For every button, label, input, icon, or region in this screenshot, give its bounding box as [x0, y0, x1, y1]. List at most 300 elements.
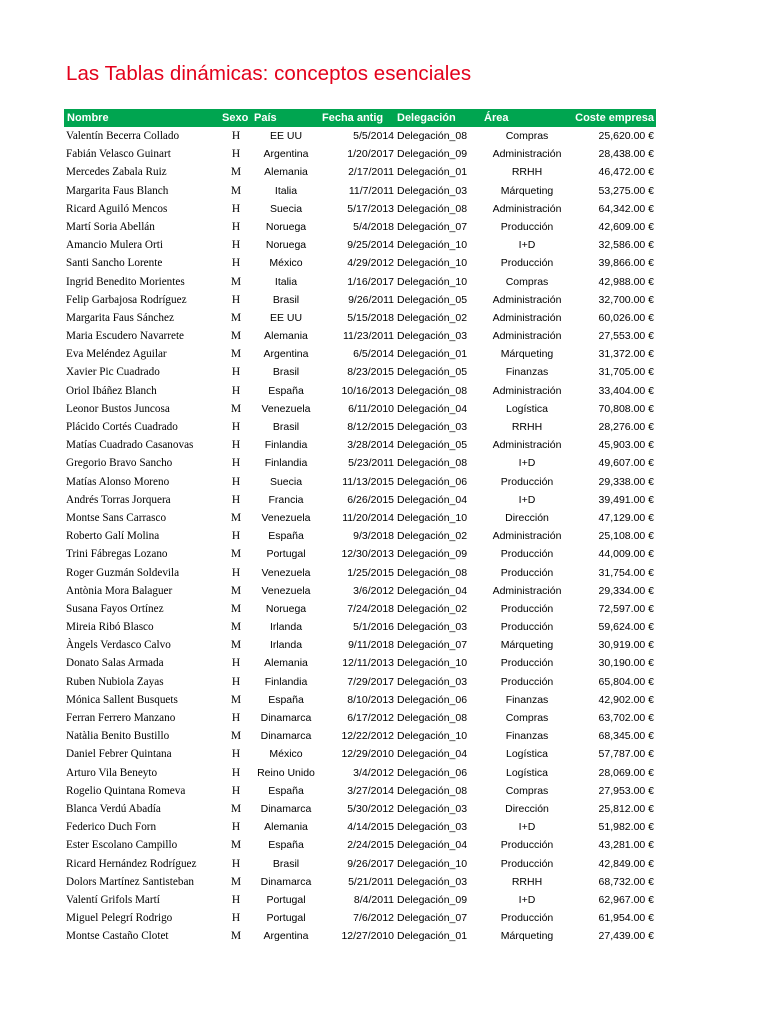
cell-fecha[interactable]: 4/14/2015: [347, 821, 394, 834]
cell-fecha[interactable]: 6/11/2010: [348, 402, 394, 415]
cell-area[interactable]: Compras: [505, 712, 549, 724]
cell-delegacion[interactable]: Delegación_01: [397, 930, 468, 943]
cell-delegacion[interactable]: Delegación_03: [397, 421, 468, 433]
cell-area[interactable]: RRHH: [511, 421, 543, 433]
cell-area[interactable]: Administración: [492, 202, 562, 215]
cell-area[interactable]: I+D: [518, 893, 536, 906]
cell-delegacion[interactable]: Delegación_01: [397, 166, 468, 179]
cell-nombre[interactable]: Federico Duch Forn: [66, 821, 157, 834]
cell-area[interactable]: Finanzas: [505, 730, 549, 743]
cell-coste[interactable]: 32,586.00 €: [598, 239, 654, 252]
cell-delegacion[interactable]: Delegación_08: [397, 457, 468, 470]
cell-delegacion[interactable]: Delegación_05: [397, 366, 468, 379]
cell-fecha[interactable]: 3/27/2014: [347, 784, 394, 797]
cell-coste[interactable]: 43,281.00 €: [598, 839, 654, 852]
cell-nombre[interactable]: Àngels Verdasco Calvo: [66, 639, 171, 652]
cell-coste[interactable]: 31,754.00 €: [598, 566, 654, 579]
cell-nombre[interactable]: Montse Castaño Clotet: [66, 930, 169, 943]
cell-delegacion[interactable]: Delegación_04: [397, 748, 468, 761]
column-header-coste[interactable]: Coste empresa: [575, 112, 654, 124]
cell-fecha[interactable]: 5/23/2011: [348, 457, 394, 470]
cell-area[interactable]: Compras: [505, 784, 549, 797]
cell-fecha[interactable]: 12/30/2013: [341, 548, 394, 561]
cell-fecha[interactable]: 5/15/2018: [347, 311, 394, 324]
cell-delegacion[interactable]: Delegación_07: [397, 639, 468, 652]
cell-delegacion[interactable]: Delegación_08: [397, 384, 468, 397]
cell-fecha[interactable]: 7/29/2017: [347, 675, 394, 688]
cell-fecha[interactable]: 12/11/2013: [342, 657, 394, 670]
cell-coste[interactable]: 42,988.00 €: [598, 275, 654, 288]
cell-pais[interactable]: Venezuela: [261, 584, 311, 597]
cell-pais[interactable]: Italia: [274, 275, 298, 288]
cell-sexo[interactable]: M: [230, 693, 242, 706]
cell-sexo[interactable]: M: [230, 402, 242, 415]
cell-fecha[interactable]: 5/17/2013: [347, 202, 394, 215]
cell-area[interactable]: Administración: [492, 384, 562, 397]
cell-coste[interactable]: 64,342.00 €: [598, 202, 654, 215]
cell-fecha[interactable]: 5/4/2018: [353, 220, 394, 233]
cell-coste[interactable]: 57,787.00 €: [598, 748, 654, 761]
cell-sexo[interactable]: H: [231, 675, 241, 688]
cell-fecha[interactable]: 2/24/2015: [347, 839, 394, 852]
cell-delegacion[interactable]: Delegación_05: [397, 439, 468, 452]
cell-fecha[interactable]: 6/26/2015: [347, 493, 394, 506]
cell-sexo[interactable]: H: [231, 712, 241, 724]
cell-delegacion[interactable]: Delegación_02: [397, 530, 468, 543]
cell-sexo[interactable]: H: [231, 257, 241, 270]
cell-fecha[interactable]: 11/13/2015: [342, 475, 394, 488]
cell-sexo[interactable]: H: [231, 766, 241, 779]
cell-nombre[interactable]: Ricard Aguiló Mencos: [66, 202, 168, 215]
cell-area[interactable]: Dirección: [505, 511, 549, 524]
cell-sexo[interactable]: M: [230, 584, 242, 597]
cell-nombre[interactable]: Matías Alonso Moreno: [66, 475, 170, 488]
cell-pais[interactable]: Noruega: [265, 239, 307, 252]
cell-fecha[interactable]: 8/10/2013: [347, 693, 394, 706]
cell-nombre[interactable]: Dolors Martínez Santisteban: [66, 875, 195, 888]
cell-nombre[interactable]: Arturo Vila Beneyto: [66, 766, 158, 779]
cell-area[interactable]: Logística: [505, 748, 549, 761]
cell-coste[interactable]: 31,705.00 €: [598, 366, 654, 379]
cell-nombre[interactable]: Mercedes Zabala Ruiz: [66, 166, 167, 179]
cell-fecha[interactable]: 8/4/2011: [353, 893, 394, 906]
cell-sexo[interactable]: M: [230, 930, 242, 943]
cell-delegacion[interactable]: Delegación_08: [397, 130, 468, 142]
cell-area[interactable]: Administración: [492, 293, 562, 306]
cell-sexo[interactable]: H: [231, 202, 241, 215]
cell-pais[interactable]: España: [268, 784, 304, 797]
cell-pais[interactable]: Alemania: [264, 166, 308, 179]
cell-fecha[interactable]: 1/20/2017: [347, 148, 394, 161]
cell-delegacion[interactable]: Delegación_03: [397, 875, 468, 888]
cell-pais[interactable]: España: [268, 530, 304, 543]
cell-pais[interactable]: Italia: [274, 184, 298, 197]
cell-nombre[interactable]: Rogelio Quintana Romeva: [66, 784, 186, 797]
cell-fecha[interactable]: 3/4/2012: [353, 766, 394, 779]
cell-pais[interactable]: Portugal: [266, 548, 306, 561]
cell-fecha[interactable]: 5/30/2012: [347, 802, 394, 815]
cell-nombre[interactable]: Andrés Torras Jorquera: [66, 493, 171, 506]
cell-delegacion[interactable]: Delegación_07: [397, 912, 468, 925]
cell-area[interactable]: Márqueting: [500, 930, 554, 943]
cell-delegacion[interactable]: Delegación_10: [397, 730, 468, 743]
cell-nombre[interactable]: Margarita Faus Blanch: [66, 184, 169, 197]
cell-sexo[interactable]: H: [231, 439, 241, 452]
cell-sexo[interactable]: M: [230, 602, 242, 615]
cell-area[interactable]: Producción: [500, 220, 554, 233]
cell-fecha[interactable]: 9/3/2018: [353, 530, 394, 543]
cell-nombre[interactable]: Antònia Mora Balaguer: [66, 584, 173, 597]
cell-sexo[interactable]: H: [231, 475, 241, 488]
cell-nombre[interactable]: Susana Fayos Ortínez: [66, 602, 164, 615]
cell-pais[interactable]: Dinamarca: [260, 712, 312, 724]
cell-nombre[interactable]: Fabián Velasco Guinart: [66, 148, 171, 161]
cell-nombre[interactable]: Roberto Galí Molina: [66, 530, 160, 543]
cell-nombre[interactable]: Gregorio Bravo Sancho: [66, 457, 173, 470]
cell-sexo[interactable]: H: [231, 893, 241, 906]
cell-area[interactable]: Producción: [500, 839, 554, 852]
cell-pais[interactable]: México: [269, 748, 303, 761]
cell-fecha[interactable]: 12/27/2010: [341, 930, 394, 943]
cell-area[interactable]: RRHH: [511, 875, 543, 888]
cell-area[interactable]: Logística: [505, 766, 549, 779]
cell-nombre[interactable]: Felip Garbajosa Rodríguez: [66, 293, 187, 306]
cell-sexo[interactable]: H: [231, 912, 241, 925]
cell-area[interactable]: Dirección: [505, 802, 549, 815]
column-header-fecha[interactable]: Fecha antig: [322, 112, 384, 124]
cell-area[interactable]: Producción: [500, 912, 554, 925]
cell-nombre[interactable]: Ricard Hernández Rodríguez: [66, 857, 197, 870]
cell-fecha[interactable]: 12/29/2010: [341, 748, 394, 761]
cell-fecha[interactable]: 11/23/2011: [343, 330, 394, 343]
cell-delegacion[interactable]: Delegación_02: [397, 602, 468, 615]
cell-delegacion[interactable]: Delegación_10: [397, 257, 468, 270]
cell-area[interactable]: Administración: [492, 330, 562, 343]
cell-pais[interactable]: Finlandia: [264, 457, 308, 470]
cell-fecha[interactable]: 11/20/2014: [342, 511, 394, 524]
cell-nombre[interactable]: Valentín Becerra Collado: [66, 130, 180, 142]
cell-sexo[interactable]: M: [230, 639, 242, 652]
cell-nombre[interactable]: Natàlia Benito Bustillo: [66, 730, 170, 743]
cell-sexo[interactable]: H: [231, 384, 241, 397]
cell-delegacion[interactable]: Delegación_08: [397, 202, 468, 215]
cell-nombre[interactable]: Amancio Mulera Orti: [66, 239, 163, 252]
cell-area[interactable]: I+D: [518, 493, 536, 506]
cell-delegacion[interactable]: Delegación_05: [397, 293, 468, 306]
cell-coste[interactable]: 28,276.00 €: [598, 421, 654, 433]
cell-nombre[interactable]: Ferran Ferrero Manzano: [66, 712, 176, 724]
cell-delegacion[interactable]: Delegación_03: [397, 821, 468, 834]
cell-nombre[interactable]: Leonor Bustos Juncosa: [66, 402, 170, 415]
cell-nombre[interactable]: Santi Sancho Lorente: [66, 257, 163, 270]
cell-area[interactable]: Producción: [500, 257, 554, 270]
cell-area[interactable]: Administración: [492, 439, 562, 452]
cell-sexo[interactable]: H: [231, 530, 241, 543]
cell-pais[interactable]: Irlanda: [269, 621, 303, 634]
cell-coste[interactable]: 49,607.00 €: [598, 457, 654, 470]
cell-pais[interactable]: Dinamarca: [260, 875, 312, 888]
cell-area[interactable]: Logística: [505, 402, 549, 415]
cell-pais[interactable]: Alemania: [264, 821, 308, 834]
cell-coste[interactable]: 28,069.00 €: [598, 766, 654, 779]
cell-sexo[interactable]: H: [231, 293, 241, 306]
column-header-pais[interactable]: País: [254, 112, 277, 124]
cell-coste[interactable]: 44,009.00 €: [598, 548, 654, 561]
cell-sexo[interactable]: H: [231, 857, 241, 870]
cell-sexo[interactable]: H: [231, 457, 241, 470]
cell-pais[interactable]: EE UU: [269, 311, 303, 324]
cell-coste[interactable]: 46,472.00 €: [598, 166, 654, 179]
cell-nombre[interactable]: Roger Guzmán Soldevila: [66, 566, 180, 579]
cell-sexo[interactable]: M: [230, 511, 242, 524]
cell-fecha[interactable]: 9/26/2011: [348, 293, 394, 306]
cell-pais[interactable]: Noruega: [265, 220, 307, 233]
cell-delegacion[interactable]: Delegación_07: [397, 220, 468, 233]
cell-nombre[interactable]: Miguel Pelegrí Rodrigo: [66, 912, 173, 925]
cell-coste[interactable]: 25,620.00 €: [598, 130, 654, 142]
cell-fecha[interactable]: 7/6/2012: [353, 912, 394, 925]
cell-sexo[interactable]: M: [230, 730, 242, 743]
cell-pais[interactable]: Alemania: [264, 657, 308, 670]
cell-area[interactable]: I+D: [518, 457, 536, 470]
cell-nombre[interactable]: Ingrid Benedito Morientes: [66, 275, 185, 288]
cell-nombre[interactable]: Trini Fábregas Lozano: [66, 548, 168, 561]
cell-fecha[interactable]: 7/24/2018: [347, 602, 394, 615]
cell-coste[interactable]: 53,275.00 €: [598, 184, 654, 197]
cell-sexo[interactable]: M: [230, 184, 242, 197]
cell-coste[interactable]: 29,338.00 €: [598, 475, 654, 488]
cell-nombre[interactable]: Xavier Pic Cuadrado: [66, 366, 160, 379]
cell-delegacion[interactable]: Delegación_10: [397, 511, 468, 524]
cell-pais[interactable]: Irlanda: [269, 639, 303, 652]
cell-area[interactable]: Producción: [500, 566, 554, 579]
cell-coste[interactable]: 72,597.00 €: [598, 602, 654, 615]
cell-sexo[interactable]: M: [230, 311, 242, 324]
cell-pais[interactable]: Venezuela: [261, 511, 311, 524]
cell-fecha[interactable]: 2/17/2011: [348, 166, 394, 179]
cell-area[interactable]: Producción: [500, 475, 554, 488]
cell-fecha[interactable]: 3/28/2014: [347, 439, 394, 452]
cell-nombre[interactable]: Mireia Ribó Blasco: [66, 621, 154, 634]
cell-pais[interactable]: Argentina: [263, 930, 309, 943]
cell-area[interactable]: Administración: [492, 311, 562, 324]
cell-delegacion[interactable]: Delegación_03: [397, 675, 468, 688]
cell-fecha[interactable]: 9/26/2017: [347, 857, 394, 870]
cell-sexo[interactable]: H: [231, 220, 241, 233]
cell-coste[interactable]: 42,849.00 €: [598, 857, 654, 870]
cell-sexo[interactable]: M: [230, 348, 242, 361]
cell-coste[interactable]: 29,334.00 €: [598, 584, 654, 597]
cell-fecha[interactable]: 11/7/2011: [348, 184, 394, 197]
cell-pais[interactable]: España: [268, 839, 304, 852]
cell-fecha[interactable]: 12/22/2012: [341, 730, 394, 743]
cell-coste[interactable]: 45,903.00 €: [598, 439, 654, 452]
cell-sexo[interactable]: H: [231, 239, 241, 252]
cell-pais[interactable]: Venezuela: [261, 566, 311, 579]
cell-area[interactable]: Producción: [500, 657, 554, 670]
cell-pais[interactable]: México: [269, 257, 303, 270]
cell-nombre[interactable]: Matías Cuadrado Casanovas: [66, 439, 194, 452]
cell-sexo[interactable]: H: [231, 784, 241, 797]
cell-fecha[interactable]: 8/12/2015: [347, 421, 394, 433]
cell-area[interactable]: Márqueting: [500, 184, 554, 197]
cell-delegacion[interactable]: Delegación_03: [397, 184, 468, 197]
cell-pais[interactable]: Argentina: [263, 148, 309, 161]
cell-sexo[interactable]: H: [231, 748, 241, 761]
cell-delegacion[interactable]: Delegación_09: [397, 548, 468, 561]
cell-delegacion[interactable]: Delegación_04: [397, 584, 468, 597]
cell-sexo[interactable]: H: [231, 366, 241, 379]
cell-coste[interactable]: 39,491.00 €: [598, 493, 654, 506]
cell-delegacion[interactable]: Delegación_09: [397, 893, 468, 906]
cell-nombre[interactable]: Martí Soria Abellán: [66, 220, 155, 233]
cell-delegacion[interactable]: Delegación_06: [397, 475, 468, 488]
cell-delegacion[interactable]: Delegación_08: [397, 566, 468, 579]
cell-area[interactable]: RRHH: [511, 166, 543, 179]
cell-area[interactable]: Producción: [500, 857, 554, 870]
column-header-area[interactable]: Área: [484, 112, 509, 124]
cell-coste[interactable]: 39,866.00 €: [598, 257, 654, 270]
cell-pais[interactable]: Finlandia: [264, 675, 308, 688]
cell-delegacion[interactable]: Delegación_09: [397, 148, 468, 161]
cell-pais[interactable]: Alemania: [264, 330, 308, 343]
cell-fecha[interactable]: 1/25/2015: [347, 566, 394, 579]
cell-coste[interactable]: 27,439.00 €: [598, 930, 654, 943]
cell-nombre[interactable]: Eva Meléndez Aguilar: [66, 348, 167, 361]
cell-sexo[interactable]: M: [230, 275, 242, 288]
cell-delegacion[interactable]: Delegación_08: [397, 784, 468, 797]
cell-sexo[interactable]: M: [230, 330, 242, 343]
cell-sexo[interactable]: M: [230, 621, 242, 634]
cell-fecha[interactable]: 3/6/2012: [353, 584, 394, 597]
cell-coste[interactable]: 47,129.00 €: [598, 511, 654, 524]
cell-area[interactable]: I+D: [518, 239, 536, 252]
cell-sexo[interactable]: M: [230, 839, 242, 852]
cell-fecha[interactable]: 6/17/2012: [347, 712, 394, 724]
cell-delegacion[interactable]: Delegación_03: [397, 621, 468, 634]
cell-sexo[interactable]: H: [231, 566, 241, 579]
cell-pais[interactable]: Brasil: [272, 421, 300, 433]
cell-area[interactable]: Finanzas: [505, 693, 549, 706]
cell-coste[interactable]: 70,808.00 €: [598, 402, 654, 415]
cell-coste[interactable]: 27,553.00 €: [598, 330, 654, 343]
cell-delegacion[interactable]: Delegación_04: [397, 839, 468, 852]
cell-sexo[interactable]: H: [231, 493, 241, 506]
cell-coste[interactable]: 65,804.00 €: [598, 675, 654, 688]
cell-coste[interactable]: 62,967.00 €: [598, 893, 654, 906]
cell-delegacion[interactable]: Delegación_03: [397, 802, 468, 815]
cell-area[interactable]: Compras: [505, 130, 549, 142]
column-header-delegacion[interactable]: Delegación: [397, 112, 456, 124]
cell-fecha[interactable]: 5/5/2014: [353, 130, 394, 142]
cell-delegacion[interactable]: Delegación_10: [397, 275, 468, 288]
cell-coste[interactable]: 68,345.00 €: [598, 730, 654, 743]
cell-area[interactable]: Administración: [492, 530, 562, 543]
cell-coste[interactable]: 28,438.00 €: [598, 148, 654, 161]
cell-fecha[interactable]: 10/16/2013: [341, 384, 394, 397]
cell-coste[interactable]: 33,404.00 €: [598, 384, 654, 397]
cell-fecha[interactable]: 4/29/2012: [347, 257, 394, 270]
cell-nombre[interactable]: Blanca Verdú Abadía: [66, 802, 161, 815]
cell-delegacion[interactable]: Delegación_04: [397, 402, 468, 415]
cell-nombre[interactable]: Valentí Grifols Martí: [66, 893, 160, 906]
cell-area[interactable]: Márqueting: [500, 348, 554, 361]
cell-coste[interactable]: 60,026.00 €: [598, 311, 654, 324]
cell-delegacion[interactable]: Delegación_10: [397, 857, 468, 870]
cell-delegacion[interactable]: Delegación_10: [397, 239, 468, 252]
cell-coste[interactable]: 30,190.00 €: [598, 657, 654, 670]
column-header-sexo[interactable]: Sexo: [222, 112, 249, 124]
cell-pais[interactable]: Brasil: [272, 366, 300, 379]
cell-nombre[interactable]: Montse Sans Carrasco: [66, 511, 167, 524]
column-header-nombre[interactable]: Nombre: [67, 112, 109, 124]
cell-area[interactable]: Administración: [492, 148, 562, 161]
cell-delegacion[interactable]: Delegación_01: [397, 348, 468, 361]
cell-sexo[interactable]: M: [230, 802, 242, 815]
cell-delegacion[interactable]: Delegación_04: [397, 493, 468, 506]
cell-sexo[interactable]: H: [231, 148, 241, 161]
cell-coste[interactable]: 63,702.00 €: [598, 712, 654, 724]
cell-coste[interactable]: 25,108.00 €: [598, 530, 654, 543]
cell-pais[interactable]: Venezuela: [261, 402, 311, 415]
cell-nombre[interactable]: Daniel Febrer Quintana: [66, 748, 172, 761]
cell-sexo[interactable]: H: [231, 821, 241, 834]
cell-area[interactable]: Márqueting: [500, 639, 554, 652]
cell-fecha[interactable]: 5/1/2016: [353, 621, 394, 634]
cell-sexo[interactable]: H: [231, 421, 241, 433]
cell-fecha[interactable]: 6/5/2014: [353, 348, 394, 361]
cell-pais[interactable]: Dinamarca: [260, 802, 312, 815]
cell-fecha[interactable]: 9/11/2018: [348, 639, 394, 652]
cell-fecha[interactable]: 1/16/2017: [347, 275, 394, 288]
cell-pais[interactable]: Finlandia: [264, 439, 308, 452]
cell-nombre[interactable]: Mónica Sallent Busquets: [66, 693, 178, 706]
cell-nombre[interactable]: Margarita Faus Sánchez: [66, 311, 174, 324]
cell-coste[interactable]: 32,700.00 €: [598, 293, 654, 306]
cell-pais[interactable]: España: [268, 693, 304, 706]
cell-coste[interactable]: 30,919.00 €: [598, 639, 654, 652]
cell-delegacion[interactable]: Delegación_08: [397, 712, 468, 724]
cell-sexo[interactable]: M: [230, 548, 242, 561]
cell-area[interactable]: Finanzas: [505, 366, 549, 379]
cell-fecha[interactable]: 8/23/2015: [347, 366, 394, 379]
cell-coste[interactable]: 51,982.00 €: [598, 821, 654, 834]
cell-area[interactable]: Producción: [500, 548, 554, 561]
cell-sexo[interactable]: H: [231, 657, 241, 670]
cell-pais[interactable]: Brasil: [272, 857, 300, 870]
cell-pais[interactable]: Argentina: [263, 348, 309, 361]
cell-pais[interactable]: Dinamarca: [260, 730, 312, 743]
cell-pais[interactable]: Noruega: [265, 602, 307, 615]
cell-pais[interactable]: Suecia: [269, 202, 303, 215]
cell-pais[interactable]: Francia: [268, 493, 304, 506]
cell-pais[interactable]: EE UU: [269, 130, 303, 142]
cell-pais[interactable]: Brasil: [272, 293, 300, 306]
cell-pais[interactable]: Suecia: [269, 475, 303, 488]
cell-coste[interactable]: 27,953.00 €: [598, 784, 654, 797]
cell-coste[interactable]: 42,902.00 €: [598, 693, 654, 706]
cell-fecha[interactable]: 9/25/2014: [347, 239, 394, 252]
cell-nombre[interactable]: Plácido Cortés Cuadrado: [66, 421, 178, 433]
cell-sexo[interactable]: M: [230, 875, 242, 888]
cell-delegacion[interactable]: Delegación_02: [397, 311, 468, 324]
cell-coste[interactable]: 68,732.00 €: [598, 875, 654, 888]
cell-area[interactable]: Producción: [500, 602, 554, 615]
cell-nombre[interactable]: Oriol Ibáñez Blanch: [66, 384, 157, 397]
cell-sexo[interactable]: H: [231, 130, 241, 142]
cell-pais[interactable]: Portugal: [266, 912, 306, 925]
cell-pais[interactable]: Reino Unido: [257, 766, 315, 779]
